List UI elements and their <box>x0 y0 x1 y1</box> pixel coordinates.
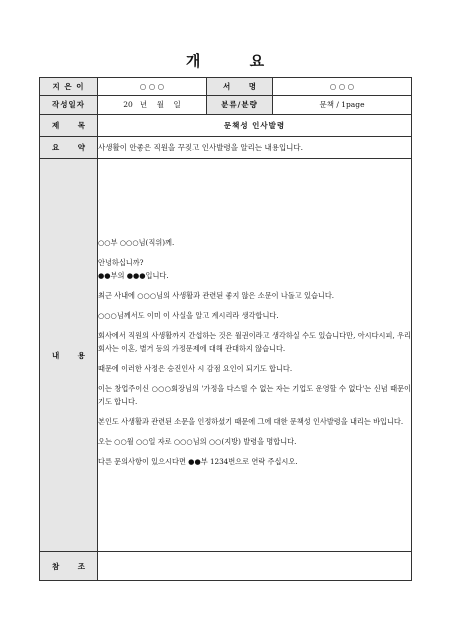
document-title: 개 요 <box>185 52 287 70</box>
sign-value[interactable]: ○ ○ ○ <box>273 78 412 96</box>
summary-row <box>40 137 412 159</box>
summary-form-table <box>39 77 412 581</box>
date-row <box>40 96 412 114</box>
date-label: 작성일자 <box>40 96 98 114</box>
content-paragraph-7: 이는 창업주이신 ○○○회장님의 '가정을 다스릴 수 없는 자는 기업도 운영할 수 없다'는 신념 때문이기도 합니다. <box>98 383 411 406</box>
writer-label: 지 은 이 <box>40 78 98 96</box>
category-label: 분류/분량 <box>207 96 273 114</box>
content-body[interactable] <box>98 159 412 552</box>
reference-label: 참 조 <box>40 552 98 581</box>
writer-value[interactable]: ○ ○ ○ <box>98 78 207 96</box>
content-paragraph-3: 최근 사내에 ○○○님의 사생활과 관련된 좋지 않은 소문이 나돌고 있습니다. <box>98 290 335 300</box>
content-paragraph-8: 본인도 사생활과 관련된 소문을 인정하셨기 때문에 그에 대한 문책성 인사발령을 내리는 바입니다. <box>98 416 404 426</box>
date-value[interactable]: 20 년 월 일 <box>98 96 207 114</box>
content-paragraph-6: 때문에 이러한 사정은 승진인사 시 감점 요인이 되기도 합니다. <box>98 363 293 373</box>
sign-label: 서 명 <box>207 78 273 96</box>
writer-row <box>40 78 412 96</box>
subject-row <box>40 114 412 136</box>
content-row <box>40 159 412 552</box>
content-paragraph-2: 안녕하십니까? ●●부의 ●●●입니다. <box>98 257 169 280</box>
content-paragraph-1: ○○부 ○○○님(직위)께. <box>98 237 175 247</box>
content-paragraph-4: ○○○님께서도 이미 이 사실을 알고 계시리라 생각합니다. <box>98 310 279 320</box>
summary-value[interactable]: 사생활이 안좋은 직원을 꾸짖고 인사발령을 알리는 내용입니다. <box>98 137 412 159</box>
category-value[interactable]: 문책 / 1page <box>273 96 412 114</box>
subject-label: 제 목 <box>40 114 98 136</box>
content-paragraph-10: 다른 문의사항이 있으시다면 ●●부 1234번으로 연락 주십시오. <box>98 456 298 466</box>
reference-value[interactable] <box>98 552 412 581</box>
summary-label: 요 약 <box>40 137 98 159</box>
content-label: 내 용 <box>40 159 98 552</box>
content-paragraph-9: 오는 ○○월 ○○일 자로 ○○○님의 ○○(지방) 발령을 명합니다. <box>98 436 297 446</box>
reference-row <box>40 552 412 581</box>
subject-value[interactable]: 문책성 인사발령 <box>98 114 412 136</box>
content-paragraph-5: 회사에서 직원의 사생활까지 간섭하는 것은 월권이라고 생각하실 수도 있습니다만, 아시다시피, 우리 회사는 이혼, 별거 등의 가정문제에 대해 관대하지 않습니다. <box>98 330 411 353</box>
